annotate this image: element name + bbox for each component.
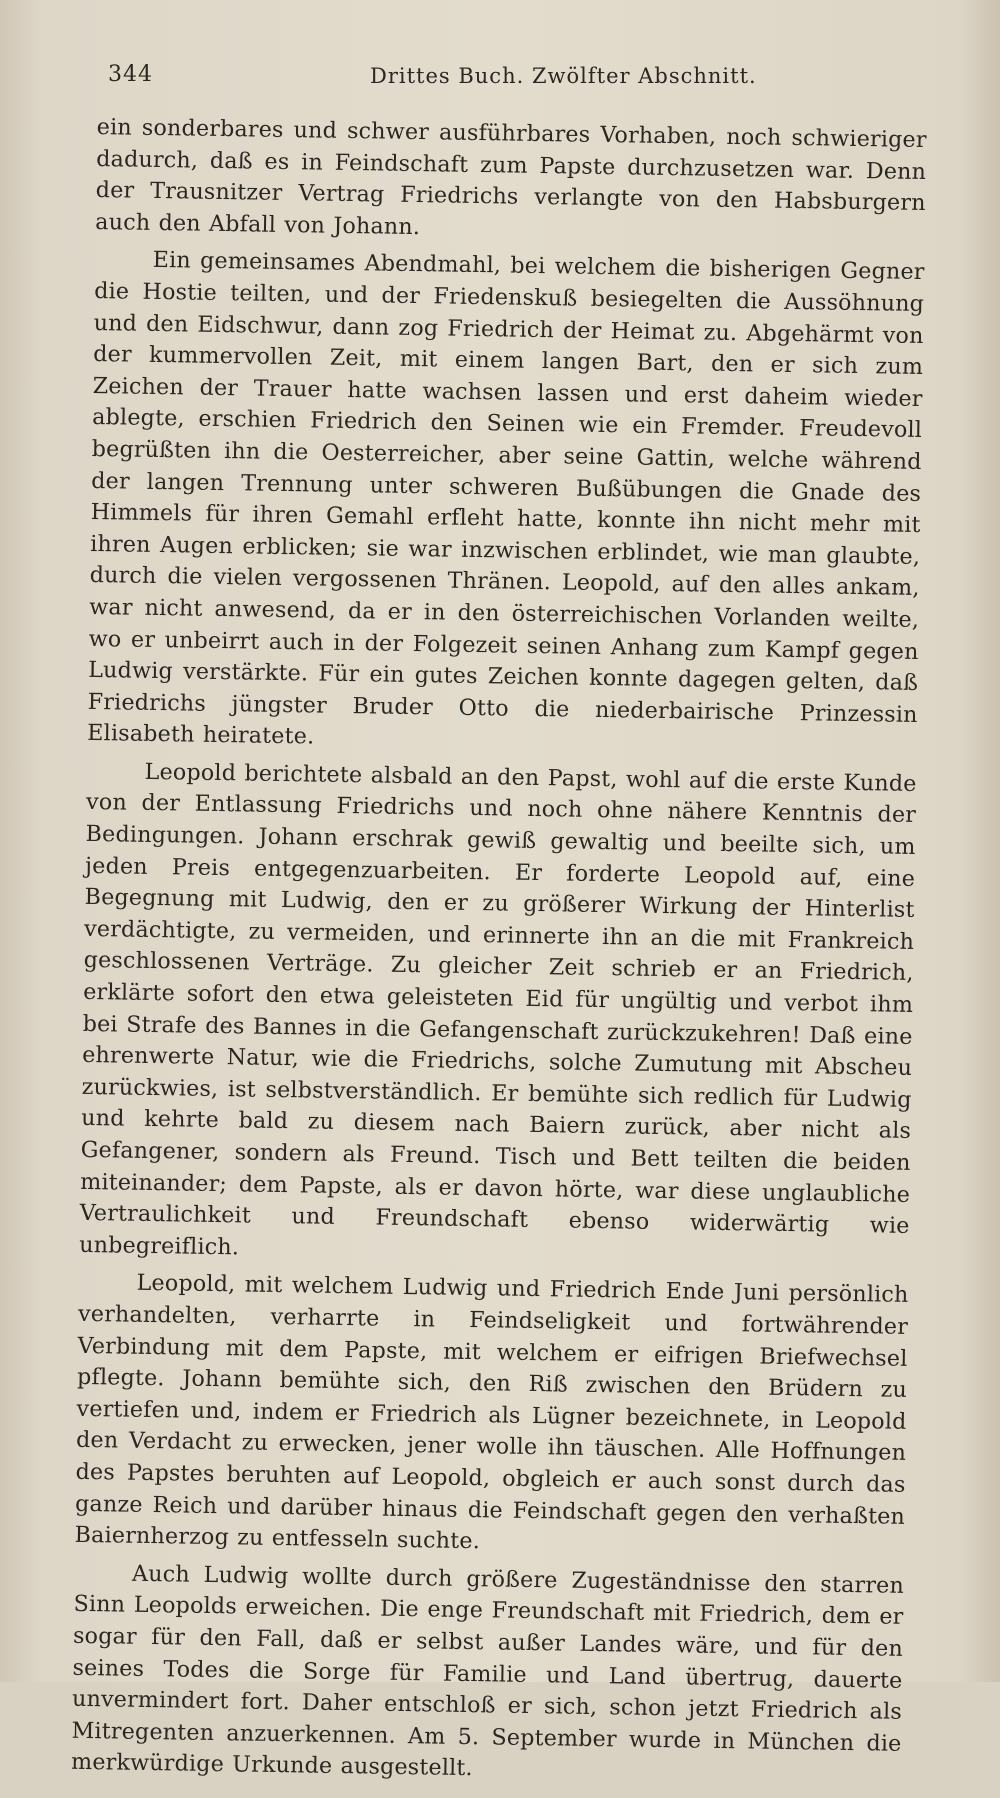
paragraph: Leopold, mit welchem Ludwig und Friedrich Ende Juni persönlich verhandelten, verharrte in Feindseligkeit und fortwährender Verbindung mit dem Papste, mit welchem er eifrigen Briefwechsel pflegte. Johann bemühte sich, den Riß zwischen den Brüdern zu vertiefen und, indem er Friedrich als Lügner bezeichnete, in Leopold den Verdacht zu erwecken, jener wolle ihn täuschen. Alle Hoffnungen des Papstes beruhten auf Leopold, obgleich er auch sonst durch das ganze Reich und darüber hinaus die Feindschaft gegen den verhaßten Baiernherzog zu entfesseln suchte. [74,1270,909,1555]
body-text [71,112,927,1798]
paragraph: ein sonderbares und schwer ausführbares Vorhaben, noch schwieriger dadurch, daß es in Feindschaft zum Papste durchzusetzen war. Denn der Trausnitzer Vertrag Friedrichs verlangte von den Habsburgern auch den Abfall von Johann. [95,113,927,240]
paragraph: Leopold berichtete alsbald an den Papst, wohl auf die erste Kunde von der Entlassung Friedrichs und noch ohne nähere Kenntnis der Bedingungen. Johann erschrak gewiß gewaltig und beeilte sich, um jeden Preis entgegenzuarbeiten. Er forderte Leopold auf, eine Begegnung mit Ludwig, den er zu größerer Wirkung der Hinterlist verdächtigte, zu vermeiden, und erinnerte ihn an die mit Frankreich geschlossenen Verträge. Zu gleicher Zeit schrieb er an Friedrich, erklärte sofort den etwa geleisteten Eid für ungültig und verbot ihm bei Strafe des Bannes in die Gefangenschaft zurückzukehren! Daß eine ehrenwerte Natur, wie die Friedrichs, solche Zumutung mit Abscheu zurückwies, ist selbstverständlich. Er bemühte sich redlich für Ludwig und kehrte bald zu diesem nach Baiern zurück, aber nicht als Gefangener, sondern als Freund. Tisch und Bett teilten die beiden miteinander; dem Papste, als er davon hörte, war diese unglaubliche Vertraulichkeit und Freundschaft ebenso widerwärtig wie unbegreiflich. [79,758,917,1261]
paragraph: Auch Ludwig wollte durch größere Zugeständnisse den starren Sinn Leopolds erweichen. Die enge Freundschaft mit Friedrich, dem er sogar für den Fall, daß er selbst außer Landes wäre, und für den seines Todes die Sorge für Familie und Land übertrug, dauerte unvermindert fort. Daher entschloß er sich, schon jetzt Friedrich als Mitregenten anzuerkennen. Am 5. September wurde in München die merkwürdige Urkunde ausgestellt. [70,1560,905,1782]
paragraph: Ein gemeinsames Abendmahl, bei welchem die bisherigen Gegner die Hostie teilten, und der Friedenskuß besiegelten die Aussöhnung und den Eidschwur, dann zog Friedrich der Heimat zu. Abgehärmt von der kummervollen Zeit, mit einem langen Bart, den er sich zum Zeichen der Trauer hatte wachsen lassen und erst daheim wieder ablegte, erschien Friedrich den Seinen wie ein Fremder. Freudevoll begrüßten ihn die Oesterreicher, aber seine Gattin, welche während der langen Trennung unter schweren Bußübungen die Gnade des Himmels für ihren Gemahl erfleht hatte, konnte ihn nicht mehr mit ihren Augen erblicken; sie war inzwischen erblindet, wie man glaubte, durch die vielen vergossenen Thränen. Leopold, auf den alles ankam, war nicht anwesend, da er in den österreichischen Vorlanden weilte, wo er unbeirrt auch in der Folgezeit seinen Anhang zum Kampf gegen Ludwig verstärkte. Für ein gutes Zeichen konnte dagegen gelten, daß Friedrichs jüngster Bruder Otto die niederbairische Prinzessin Elisabeth heiratete. [87,247,925,750]
page-header [108,62,938,96]
page-number: 344 [108,62,153,87]
running-head: Drittes Buch. Zwölfter Abschnitt. [370,64,757,88]
